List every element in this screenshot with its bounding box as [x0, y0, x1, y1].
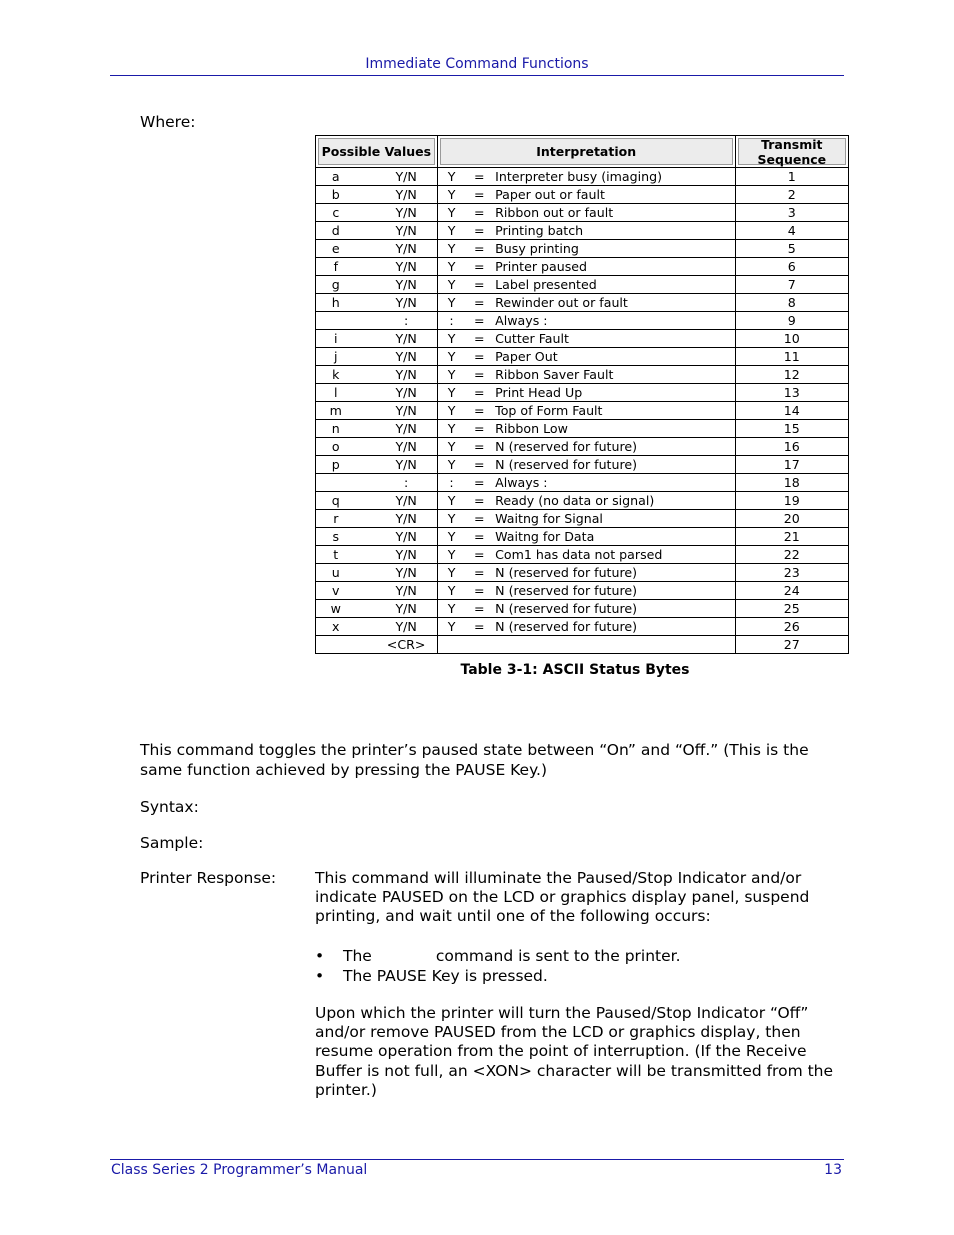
cell-value: :	[437, 474, 465, 492]
cell-letter: u	[316, 564, 356, 582]
cell-letter	[316, 636, 356, 654]
status-table-body	[316, 168, 849, 654]
table-row	[316, 546, 849, 564]
bullet-text	[343, 946, 681, 966]
sample-label: Sample:	[140, 834, 204, 852]
cell-transmit-sequence: 3	[735, 204, 848, 222]
cell-letter	[316, 474, 356, 492]
cell-value: Y	[437, 510, 465, 528]
cell-possible-values: Y/N	[356, 600, 438, 618]
cell-equals: =	[465, 312, 493, 330]
cell-transmit-sequence: 20	[735, 510, 848, 528]
table-row	[316, 600, 849, 618]
cell-value: Y	[437, 276, 465, 294]
cell-letter: k	[316, 366, 356, 384]
cell-value: Y	[437, 240, 465, 258]
cell-letter: t	[316, 546, 356, 564]
cell-interpretation: Always :	[493, 474, 735, 492]
cell-letter: l	[316, 384, 356, 402]
cell-value: Y	[437, 420, 465, 438]
cell-possible-values: Y/N	[356, 438, 438, 456]
cell-value: :	[437, 312, 465, 330]
cell-possible-values: Y/N	[356, 510, 438, 528]
cell-possible-values: <CR>	[356, 636, 438, 654]
cell-interpretation: Cutter Fault	[493, 330, 735, 348]
cell-possible-values: Y/N	[356, 582, 438, 600]
header-rule	[110, 75, 844, 76]
cell-interpretation: N (reserved for future)	[493, 564, 735, 582]
cell-letter: j	[316, 348, 356, 366]
table-row	[316, 438, 849, 456]
where-label: Where:	[140, 113, 196, 131]
cell-possible-values: Y/N	[356, 420, 438, 438]
cell-equals: =	[465, 366, 493, 384]
cell-letter	[316, 312, 356, 330]
cell-value: Y	[437, 204, 465, 222]
cell-value: Y	[437, 258, 465, 276]
footer-rule	[110, 1159, 844, 1160]
cell-value: Y	[437, 402, 465, 420]
cell-transmit-sequence: 25	[735, 600, 848, 618]
cell-transmit-sequence: 26	[735, 618, 848, 636]
table-row	[316, 276, 849, 294]
table-row	[316, 294, 849, 312]
cell-interpretation: Label presented	[493, 276, 735, 294]
cell-equals: =	[465, 510, 493, 528]
cell-transmit-sequence: 24	[735, 582, 848, 600]
table-row	[316, 348, 849, 366]
table-row	[316, 168, 849, 186]
table-row	[316, 618, 849, 636]
cell-equals: =	[465, 348, 493, 366]
table-row	[316, 330, 849, 348]
cell-letter: c	[316, 204, 356, 222]
cell-value: Y	[437, 222, 465, 240]
cell-transmit-sequence: 15	[735, 420, 848, 438]
bullet-text: The PAUSE Key is pressed.	[343, 967, 548, 985]
cell-interpretation: Printer paused	[493, 258, 735, 276]
cell-transmit-sequence: 7	[735, 276, 848, 294]
cell-transmit-sequence: 5	[735, 240, 848, 258]
cell-value: Y	[437, 492, 465, 510]
footer-page-number: 13	[824, 1162, 842, 1178]
table-row	[316, 636, 849, 654]
cell-value: Y	[437, 546, 465, 564]
cell-letter: d	[316, 222, 356, 240]
cell-transmit-sequence: 21	[735, 528, 848, 546]
cell-possible-values: :	[356, 474, 438, 492]
cell-possible-values: Y/N	[356, 186, 438, 204]
bullet-symbol: •	[315, 947, 325, 965]
cell-equals: =	[465, 276, 493, 294]
cell-interpretation: Waitng for Signal	[493, 510, 735, 528]
cell-transmit-sequence: 22	[735, 546, 848, 564]
table-row	[316, 582, 849, 600]
table-row	[316, 384, 849, 402]
cell-letter: n	[316, 420, 356, 438]
cell-possible-values: Y/N	[356, 402, 438, 420]
cell-letter: w	[316, 600, 356, 618]
cell-possible-values: Y/N	[356, 204, 438, 222]
cell-possible-values: Y/N	[356, 258, 438, 276]
cell-equals: =	[465, 222, 493, 240]
cell-transmit-sequence: 4	[735, 222, 848, 240]
cell-interpretation: Waitng for Data	[493, 528, 735, 546]
running-header: Immediate Command Functions	[365, 56, 589, 72]
cell-equals: =	[465, 420, 493, 438]
cell-transmit-sequence: 10	[735, 330, 848, 348]
cell-possible-values: Y/N	[356, 294, 438, 312]
table-row	[316, 258, 849, 276]
table-row	[316, 510, 849, 528]
cell-equals: =	[465, 204, 493, 222]
cell-value: Y	[437, 600, 465, 618]
cell-possible-values: Y/N	[356, 528, 438, 546]
table-row	[316, 222, 849, 240]
cell-letter: m	[316, 402, 356, 420]
cell-equals: =	[465, 186, 493, 204]
table-row	[316, 402, 849, 420]
cell-letter: f	[316, 258, 356, 276]
cell-possible-values: Y/N	[356, 276, 438, 294]
cell-transmit-sequence: 8	[735, 294, 848, 312]
cell-interpretation: Busy printing	[493, 240, 735, 258]
cell-possible-values: Y/N	[356, 366, 438, 384]
cell-letter: v	[316, 582, 356, 600]
cell-equals: =	[465, 438, 493, 456]
cell-possible-values: Y/N	[356, 564, 438, 582]
cell-equals: =	[465, 456, 493, 474]
upon-paragraph: Upon which the printer will turn the Paused/Stop Indicator “Off” and/or remove PAUSED from the LCD or graphics display, then resume operation from the point of interruption. (If the Receive Buffer is not full, an <XON> character will be transmitted from the printer.)	[315, 1004, 834, 1099]
cell-value: Y	[437, 348, 465, 366]
cell-interpretation: N (reserved for future)	[493, 600, 735, 618]
cell-value: Y	[437, 186, 465, 204]
cell-interpretation: Com1 has data not parsed	[493, 546, 735, 564]
syntax-label: Syntax:	[140, 798, 199, 816]
cell-value: Y	[437, 330, 465, 348]
cell-possible-values: Y/N	[356, 384, 438, 402]
cell-equals: =	[465, 564, 493, 582]
cell-transmit-sequence: 18	[735, 474, 848, 492]
cell-possible-values: Y/N	[356, 240, 438, 258]
cell-interpretation: Ribbon Saver Fault	[493, 366, 735, 384]
cell-equals: =	[465, 330, 493, 348]
cell-value: Y	[437, 384, 465, 402]
table-row	[316, 492, 849, 510]
cell-value: Y	[437, 528, 465, 546]
cell-value: Y	[437, 564, 465, 582]
cell-value: Y	[437, 294, 465, 312]
cell-interpretation: Print Head Up	[493, 384, 735, 402]
cell-interpretation: Ready (no data or signal)	[493, 492, 735, 510]
cell-interpretation: N (reserved for future)	[493, 456, 735, 474]
header-possible-values: Possible Values	[316, 136, 438, 168]
cell-equals: =	[465, 582, 493, 600]
cell-transmit-sequence: 1	[735, 168, 848, 186]
cell-equals: =	[465, 384, 493, 402]
cell-interpretation: Ribbon out or fault	[493, 204, 735, 222]
table-row	[316, 528, 849, 546]
table-row	[316, 474, 849, 492]
table-caption: Table 3-1: ASCII Status Bytes	[460, 662, 690, 678]
bullet-text-after: command is sent to the printer.	[435, 947, 681, 965]
cell-possible-values: Y/N	[356, 618, 438, 636]
cell-value: Y	[437, 618, 465, 636]
cell-letter: p	[316, 456, 356, 474]
cell-possible-values: Y/N	[356, 492, 438, 510]
cell-equals: =	[465, 546, 493, 564]
cell-equals: =	[465, 618, 493, 636]
bullet-list	[315, 946, 835, 986]
cell-possible-values: Y/N	[356, 546, 438, 564]
cell-transmit-sequence: 12	[735, 366, 848, 384]
header-interpretation: Interpretation	[437, 136, 735, 168]
cell-transmit-sequence: 14	[735, 402, 848, 420]
cell-equals: =	[465, 258, 493, 276]
cell-equals: =	[465, 240, 493, 258]
cell-transmit-sequence: 6	[735, 258, 848, 276]
list-item	[315, 966, 835, 986]
cell-interpretation: Always :	[493, 312, 735, 330]
cell-equals: =	[465, 168, 493, 186]
cell-equals: =	[465, 492, 493, 510]
header-transmit-sequence: Transmit Sequence	[735, 136, 848, 168]
cell-letter: r	[316, 510, 356, 528]
cell-letter: h	[316, 294, 356, 312]
cell-interpretation: Top of Form Fault	[493, 402, 735, 420]
table-row	[316, 366, 849, 384]
cell-transmit-sequence: 2	[735, 186, 848, 204]
cell-transmit-sequence: 17	[735, 456, 848, 474]
table-row	[316, 564, 849, 582]
table-row	[316, 240, 849, 258]
cell-interpretation: Paper Out	[493, 348, 735, 366]
cell-letter: s	[316, 528, 356, 546]
cell-transmit-sequence: 16	[735, 438, 848, 456]
cell-equals: =	[465, 294, 493, 312]
cell-transmit-sequence: 9	[735, 312, 848, 330]
intro-paragraph: This command toggles the printer’s paused state between “On” and “Off.” (This is the same function achieved by pressing the PAUSE Key.)	[140, 741, 809, 779]
cell-transmit-sequence: 27	[735, 636, 848, 654]
bullet-symbol: •	[315, 967, 325, 985]
cell-transmit-sequence: 11	[735, 348, 848, 366]
cell-interpretation: N (reserved for future)	[493, 618, 735, 636]
cell-interpretation	[493, 636, 735, 654]
printer-response-text: This command will illuminate the Paused/Stop Indicator and/or indicate PAUSED on the LCD or graphics display panel, suspend printing, and wait until one of the following occurs:	[315, 869, 810, 926]
cell-interpretation: Rewinder out or fault	[493, 294, 735, 312]
cell-letter: x	[316, 618, 356, 636]
cell-possible-values: Y/N	[356, 330, 438, 348]
cell-interpretation: Paper out or fault	[493, 186, 735, 204]
cell-equals: =	[465, 474, 493, 492]
table-row	[316, 456, 849, 474]
table-row	[316, 204, 849, 222]
table-row	[316, 420, 849, 438]
cell-interpretation: Interpreter busy (imaging)	[493, 168, 735, 186]
cell-value	[437, 636, 465, 654]
cell-letter: a	[316, 168, 356, 186]
cell-letter: g	[316, 276, 356, 294]
cell-value: Y	[437, 456, 465, 474]
cell-interpretation: Printing batch	[493, 222, 735, 240]
cell-possible-values: Y/N	[356, 222, 438, 240]
cell-possible-values: Y/N	[356, 456, 438, 474]
cell-value: Y	[437, 438, 465, 456]
bullet-text-before: The	[343, 947, 372, 965]
cell-interpretation: N (reserved for future)	[493, 582, 735, 600]
table-row	[316, 312, 849, 330]
cell-equals: =	[465, 600, 493, 618]
cell-equals: =	[465, 528, 493, 546]
cell-value: Y	[437, 582, 465, 600]
cell-transmit-sequence: 13	[735, 384, 848, 402]
cell-possible-values: :	[356, 312, 438, 330]
cell-equals: =	[465, 402, 493, 420]
ascii-status-table	[315, 135, 849, 654]
cell-value: Y	[437, 366, 465, 384]
cell-value: Y	[437, 168, 465, 186]
printer-response-label: Printer Response:	[140, 869, 277, 887]
cell-letter: q	[316, 492, 356, 510]
cell-letter: e	[316, 240, 356, 258]
cell-letter: i	[316, 330, 356, 348]
cell-interpretation: Ribbon Low	[493, 420, 735, 438]
cell-letter: b	[316, 186, 356, 204]
table-row	[316, 186, 849, 204]
cell-transmit-sequence: 19	[735, 492, 848, 510]
footer-manual-title: Class Series 2 Programmer’s Manual	[111, 1162, 368, 1178]
cell-possible-values: Y/N	[356, 348, 438, 366]
cell-interpretation: N (reserved for future)	[493, 438, 735, 456]
cell-transmit-sequence: 23	[735, 564, 848, 582]
cell-letter: o	[316, 438, 356, 456]
cell-possible-values: Y/N	[356, 168, 438, 186]
cell-equals	[465, 636, 493, 654]
list-item	[315, 946, 835, 966]
